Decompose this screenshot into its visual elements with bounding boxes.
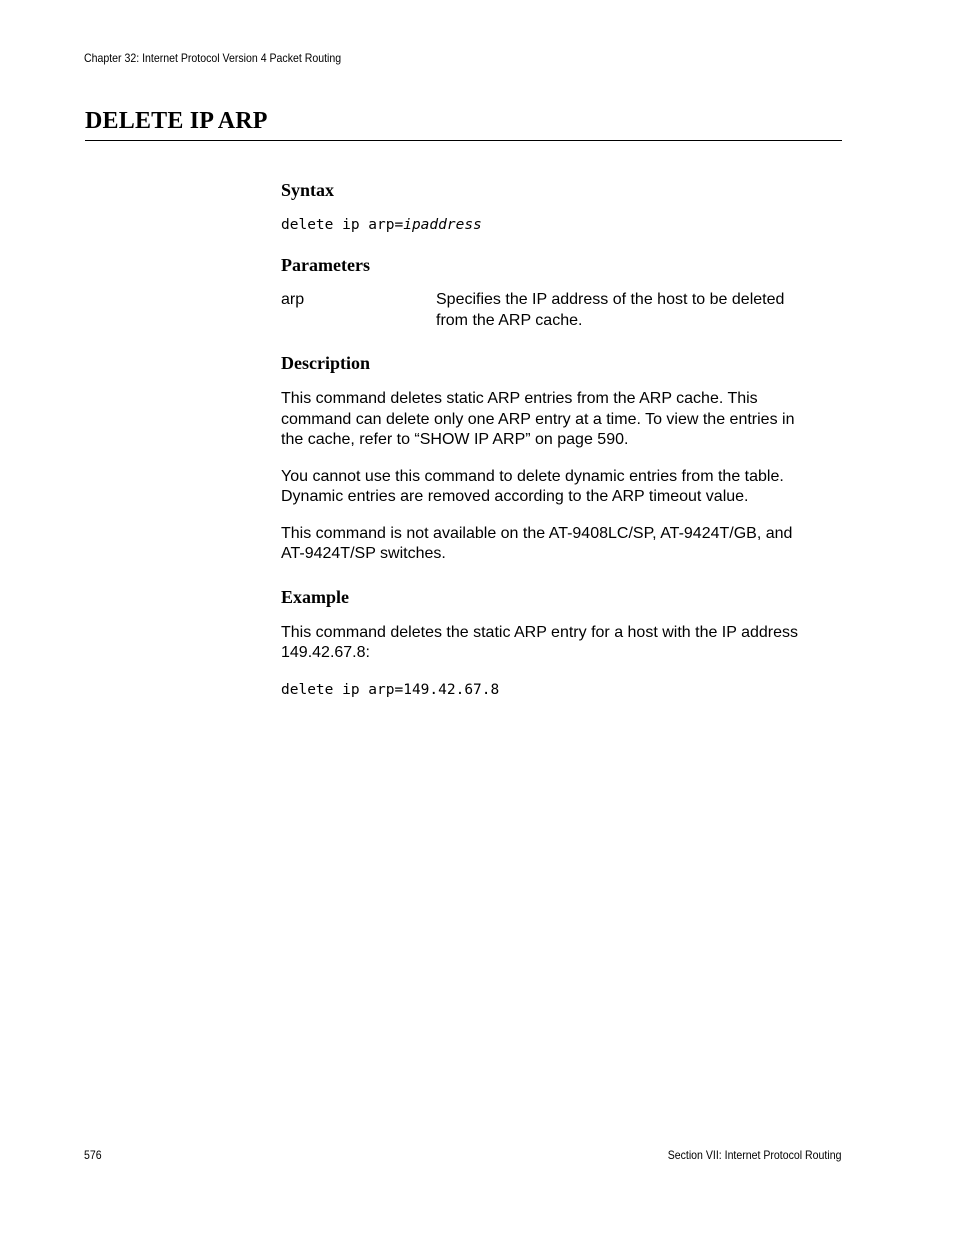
description-paragraph-1	[281, 389, 843, 451]
running-header: Chapter 32: Internet Protocol Version 4 Packet Routing	[84, 51, 342, 65]
syntax-command	[281, 215, 843, 235]
example-paragraph	[281, 623, 843, 664]
syntax-heading: Syntax	[281, 180, 335, 200]
running-footer-section: Section VII: Internet Protocol Routing	[667, 1148, 841, 1162]
text-line: the cache, refer to “SHOW IP ARP” on page 590.	[281, 431, 629, 448]
text-line: command can delete only one ARP entry at a time. To view the entries in	[281, 410, 795, 428]
parameter-row-arp	[281, 290, 843, 331]
description-paragraph-3	[281, 524, 843, 565]
text-line: 149.42.67.8:	[281, 644, 370, 661]
syntax-argument: ipaddress	[403, 217, 482, 233]
parameter-description	[436, 290, 843, 331]
parameters-heading: Parameters	[281, 255, 370, 275]
page-title: DELETE IP ARP	[85, 108, 268, 134]
description-paragraph-2	[281, 467, 843, 508]
text-line: You cannot use this command to delete dynamic entries from the table.	[281, 467, 784, 485]
text-line: Dynamic entries are removed according to the ARP timeout value.	[281, 488, 749, 505]
text-line: This command deletes static ARP entries from the ARP cache. This	[281, 390, 758, 407]
text-line: This command is not available on the AT-9408LC/SP, AT-9424T/GB, and	[281, 524, 793, 542]
syntax-command-text: delete ip arp=	[281, 217, 404, 233]
example-command: delete ip arp=149.42.67.8	[281, 681, 500, 698]
title-rule	[85, 140, 842, 141]
content-body	[281, 178, 843, 700]
text-line: This command deletes the static ARP entry for a host with the IP address	[281, 623, 798, 641]
example-heading: Example	[281, 586, 350, 607]
parameter-name: arp	[281, 291, 305, 308]
parameter-description-line: from the ARP cache.	[436, 311, 583, 329]
page-number: 576	[84, 1148, 102, 1162]
text-line: AT-9424T/SP switches.	[281, 545, 446, 562]
parameter-description-line: Specifies the IP address of the host to be deleted	[436, 291, 785, 308]
description-heading: Description	[281, 353, 370, 373]
